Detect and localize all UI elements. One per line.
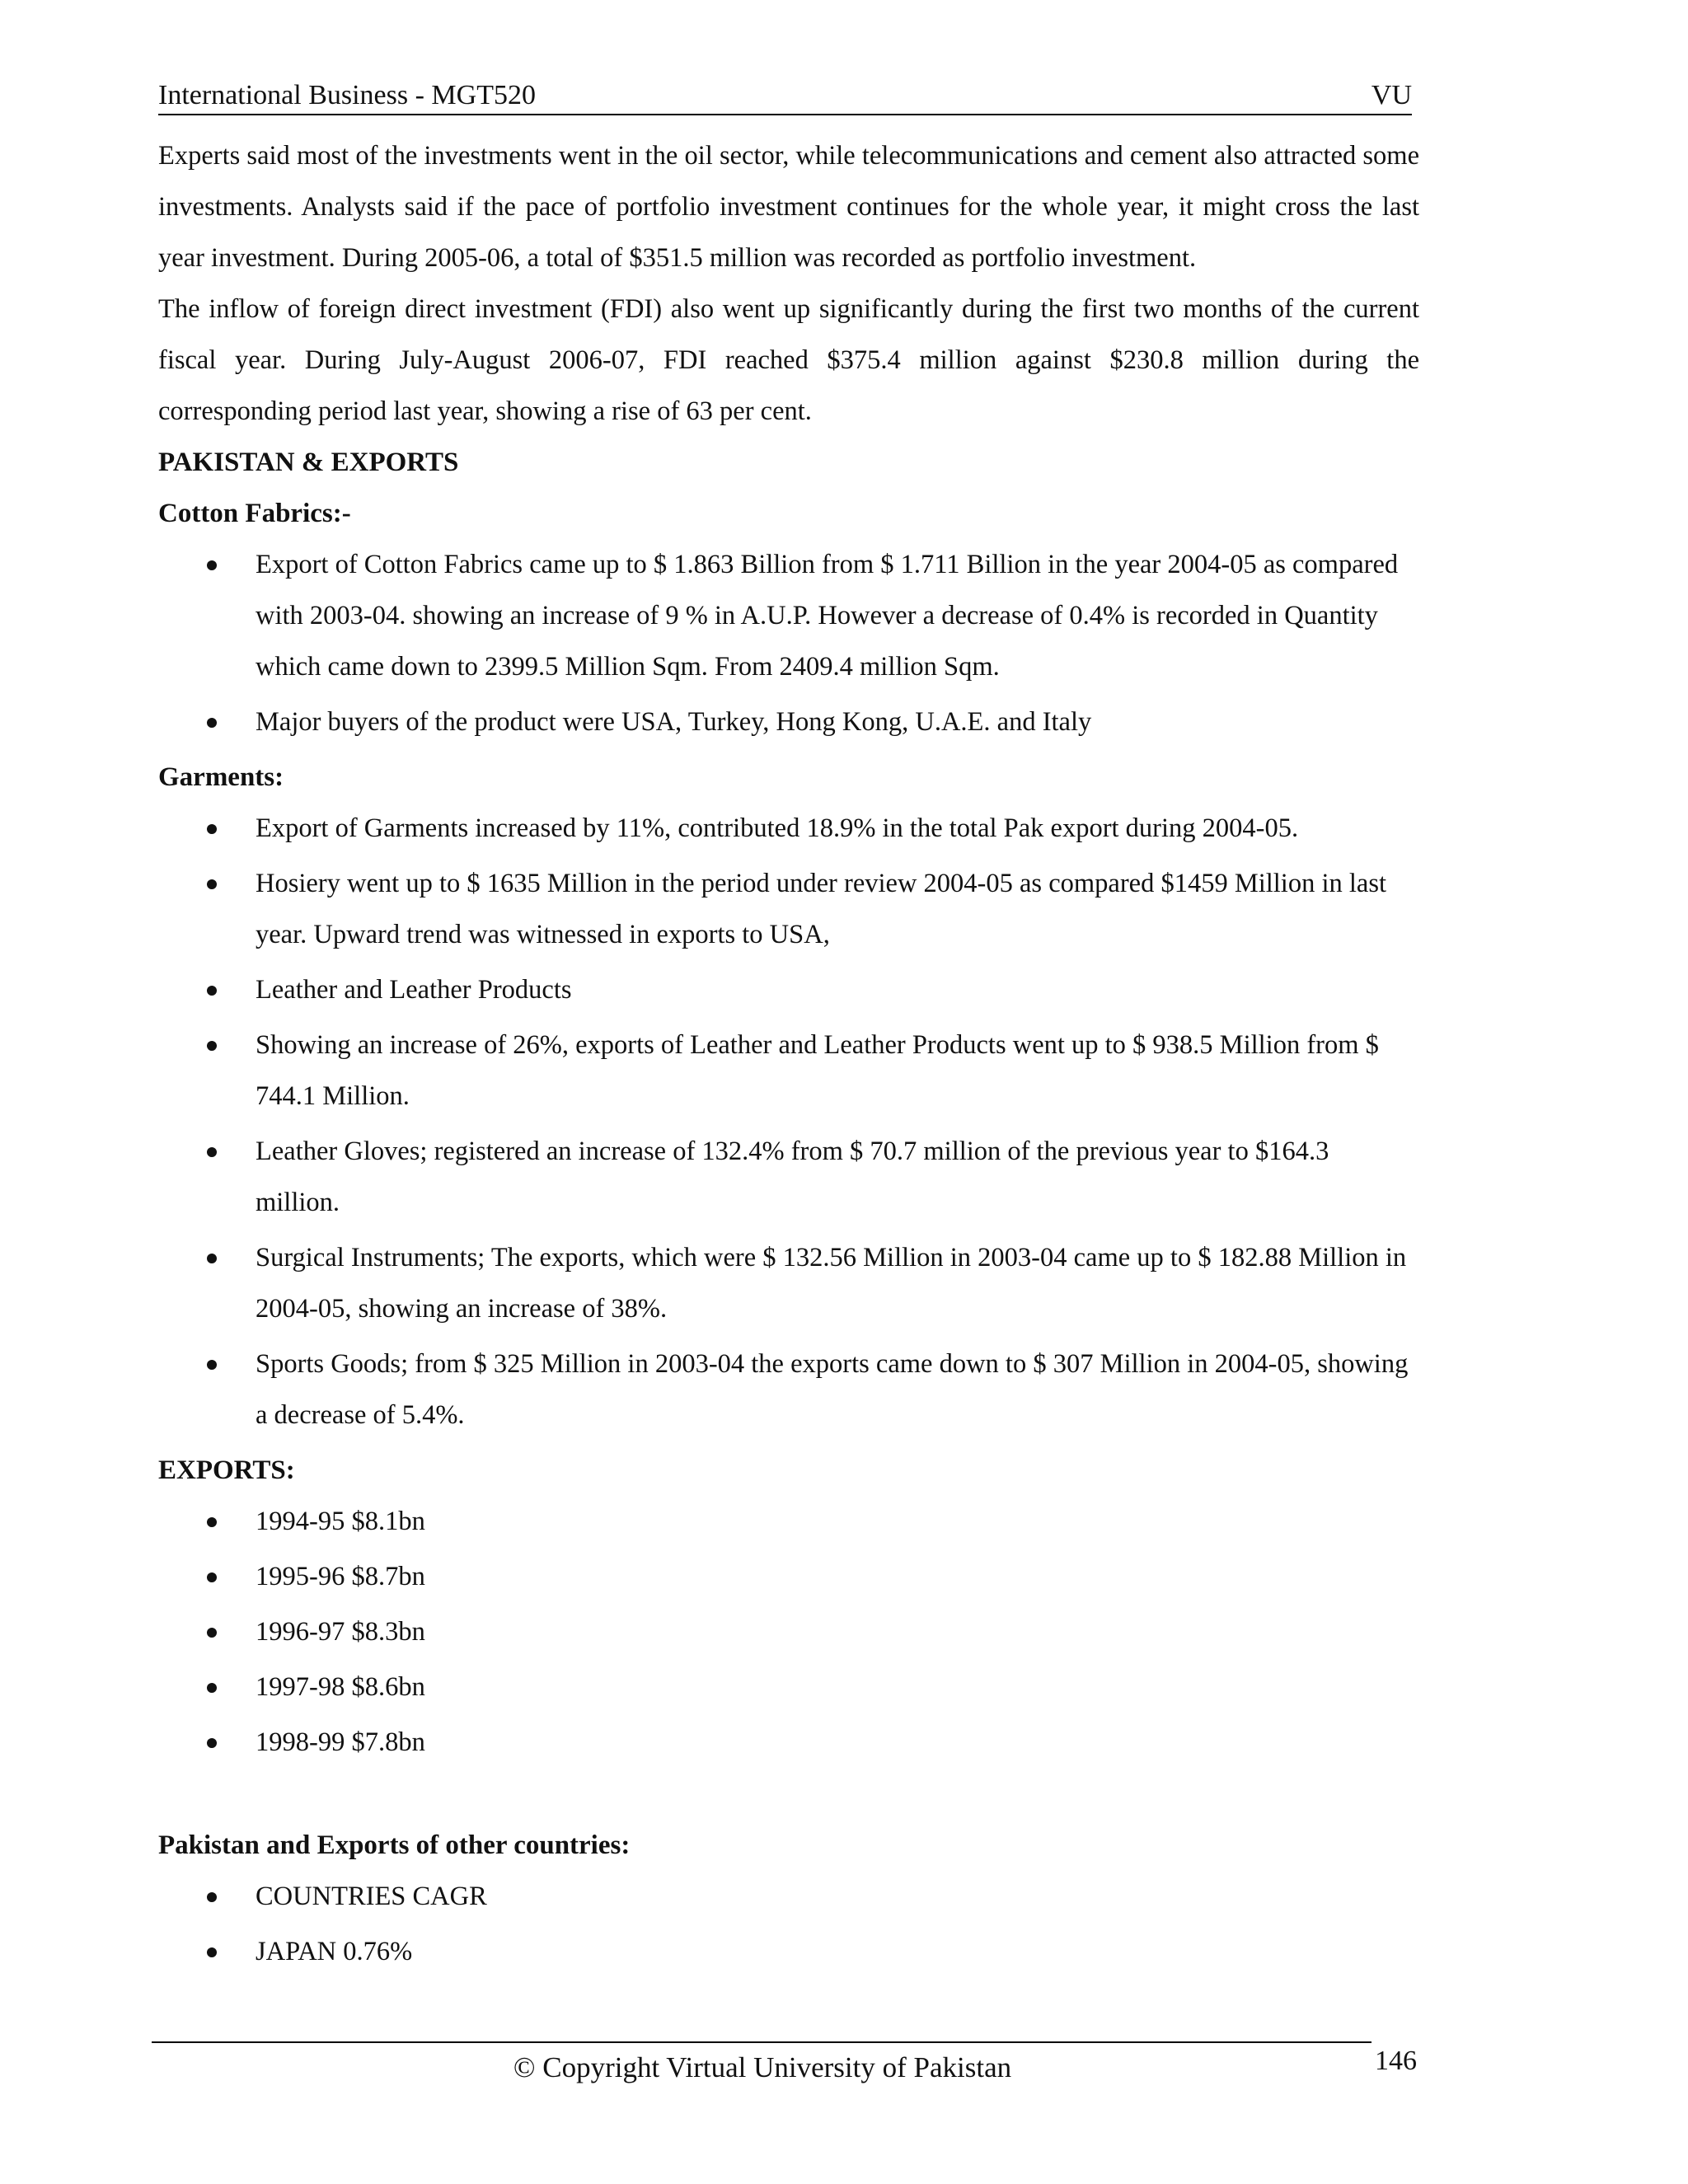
- footer-copyright: © Copyright Virtual University of Pakistan: [513, 2051, 1012, 2083]
- list-item-text: Export of Garments increased by 11%, contributed 18.9% in the total Pak export during 2004-05.: [256, 813, 1299, 843]
- list-item: [158, 539, 1419, 692]
- list-item: [158, 803, 1419, 854]
- bullet-icon: [207, 560, 217, 570]
- list-item-text: 1996-97 $8.3bn: [256, 1617, 425, 1647]
- list-item-text: COUNTRIES CAGR: [256, 1882, 487, 1911]
- header-course-title: International Business - MGT520: [158, 80, 536, 110]
- list-item-text: Leather and Leather Products: [256, 975, 572, 1005]
- page-body: [158, 130, 1419, 1981]
- bullet-icon: [207, 879, 217, 889]
- bullet-icon: [207, 718, 217, 728]
- bullet-icon: [207, 1947, 217, 1957]
- list-item-text: Surgical Instruments; The exports, which were $ 132.56 Million in 2003-04 came up to $ 182.88 Million in 2004-05, showing an increase of 38%.: [256, 1243, 1407, 1324]
- list-item: [158, 858, 1419, 960]
- bullet-icon: [207, 1738, 217, 1748]
- garments-list: [158, 803, 1419, 1441]
- list-item-text: 1994-95 $8.1bn: [256, 1507, 425, 1536]
- list-item: [158, 1126, 1419, 1228]
- list-item-text: JAPAN 0.76%: [256, 1937, 413, 1966]
- bullet-icon: [207, 1628, 217, 1638]
- bullet-icon: [207, 1517, 217, 1527]
- list-item-text: Hosiery went up to $ 1635 Million in the period under review 2004-05 as compared $1459 Million in last year. Upward trend was witnessed in exports to USA,: [256, 869, 1386, 949]
- list-item: [158, 1496, 1419, 1547]
- exports-by-year-list: [158, 1496, 1419, 1768]
- list-item: [158, 964, 1419, 1015]
- bullet-icon: [207, 824, 217, 834]
- page-number: 146: [1375, 2046, 1417, 2076]
- list-item: [158, 1606, 1419, 1657]
- list-item: [158, 1338, 1419, 1441]
- section-spacer: [158, 1772, 1419, 1820]
- list-item: [158, 1717, 1419, 1768]
- list-item: [158, 1551, 1419, 1602]
- bullet-icon: [207, 1360, 217, 1370]
- list-item-text: Major buyers of the product were USA, Turkey, Hong Kong, U.A.E. and Italy: [256, 707, 1092, 737]
- list-item-text: 1998-99 $7.8bn: [256, 1727, 425, 1757]
- other-countries-list: [158, 1871, 1419, 1977]
- subheading-cotton-fabrics: Cotton Fabrics:-: [158, 499, 351, 528]
- list-item: [158, 1232, 1419, 1334]
- list-item-text: 1997-98 $8.6bn: [256, 1672, 425, 1702]
- bullet-icon: [207, 1041, 217, 1051]
- bullet-icon: [207, 986, 217, 996]
- list-item: [158, 1871, 1419, 1922]
- header-institution-tag: VU: [1371, 80, 1412, 110]
- cotton-fabrics-list: [158, 539, 1419, 748]
- footer-divider: [152, 2041, 1372, 2043]
- paragraph-portfolio-investment: Experts said most of the investments went in the oil sector, while telecommunications and cement also attracted some investments. Analysts said if the pace of portfolio investment continues for the whole year, it might cross the last year investment. During 2005-06, a total of $351.5 million was recorded as portfolio investment.: [158, 141, 1419, 273]
- bullet-icon: [207, 1147, 217, 1157]
- section-heading-pakistan-exports: PAKISTAN & EXPORTS: [158, 448, 459, 477]
- list-item-text: Export of Cotton Fabrics came up to $ 1.863 Billion from $ 1.711 Billion in the year 2004-05 as compared with 2003-04. showing an increase of 9 % in A.U.P. However a decrease of 0.4% is recorded in Quantity which came down to 2399.5 Million Sqm. From 2409.4 million Sqm.: [256, 550, 1399, 682]
- paragraph-fdi-inflow: The inflow of foreign direct investment (FDI) also went up significantly during the first two months of the current fiscal year. During July-August 2006-07, FDI reached $375.4 million against $230.8 million during the corresponding period last year, showing a rise of 63 per cent.: [158, 294, 1419, 426]
- list-item-text: 1995-96 $8.7bn: [256, 1562, 425, 1591]
- list-item-text: Showing an increase of 26%, exports of Leather and Leather Products went up to $ 938.5 Million from $ 744.1 Million.: [256, 1030, 1379, 1111]
- list-item-text: Leather Gloves; registered an increase of 132.4% from $ 70.7 million of the previous year to $164.3 million.: [256, 1137, 1329, 1217]
- bullet-icon: [207, 1572, 217, 1582]
- subheading-exports: EXPORTS:: [158, 1455, 295, 1485]
- list-item: [158, 1926, 1419, 1977]
- list-item: [158, 1019, 1419, 1122]
- list-item: [158, 696, 1419, 748]
- bullet-icon: [207, 1892, 217, 1902]
- bullet-icon: [207, 1254, 217, 1263]
- list-item-text: Sports Goods; from $ 325 Million in 2003-04 the exports came down to $ 307 Million in 2004-05, showing a decrease of 5.4%.: [256, 1349, 1409, 1430]
- bullet-icon: [207, 1683, 217, 1693]
- page-header: [158, 77, 1412, 115]
- subheading-other-countries: Pakistan and Exports of other countries:: [158, 1830, 631, 1860]
- subheading-garments: Garments:: [158, 762, 284, 792]
- list-item: [158, 1661, 1419, 1713]
